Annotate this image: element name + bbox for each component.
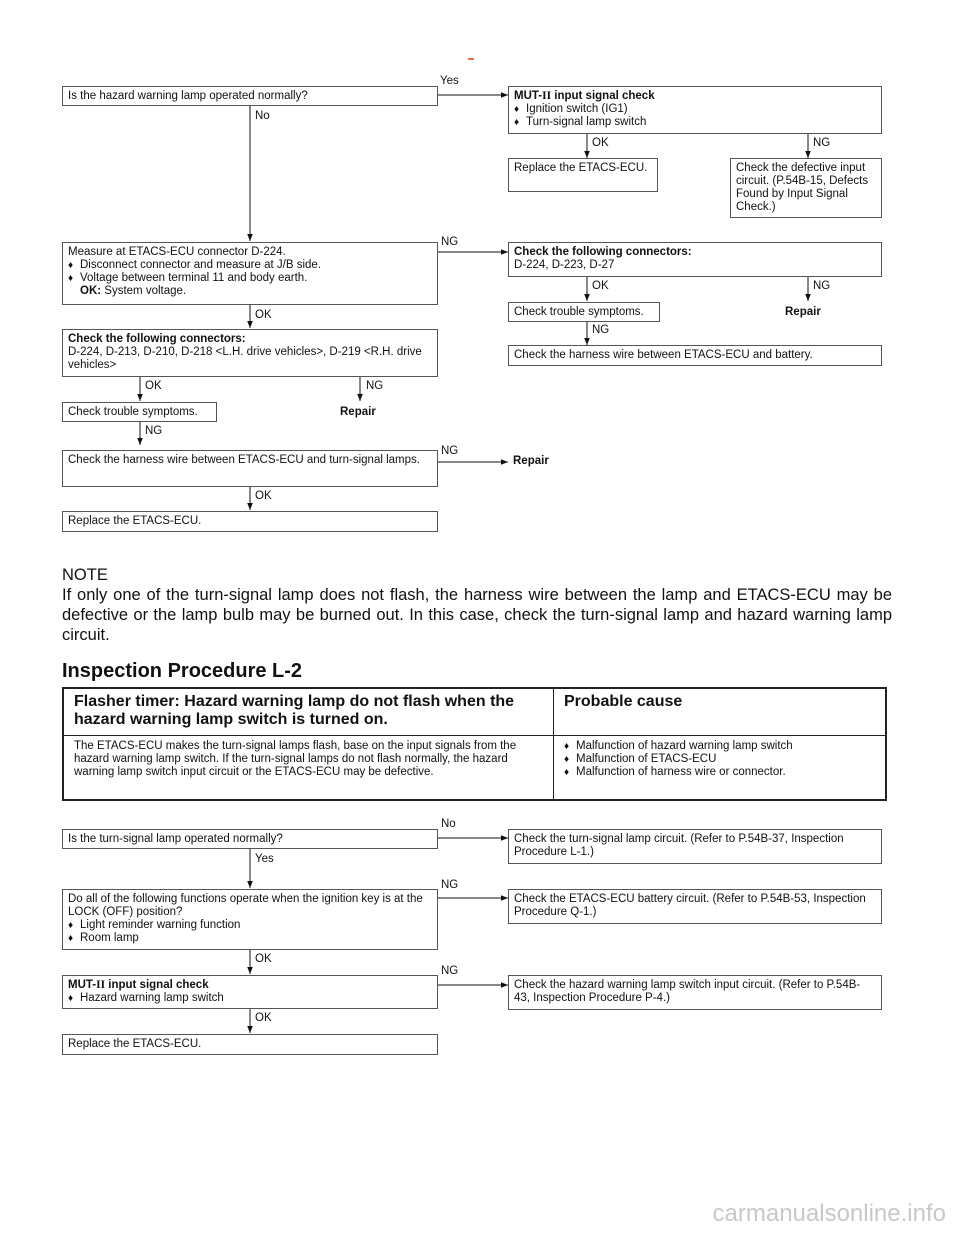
section-title: Inspection Procedure L-2: [62, 660, 303, 682]
label-yes: Yes: [255, 853, 274, 865]
replace-ecu-box: Replace the ETACS-ECU.: [508, 158, 658, 192]
label-ng: NG: [813, 280, 831, 292]
note-block: [62, 565, 892, 645]
note-title: NOTE: [62, 566, 108, 584]
check-connectors-box-1: Check the following connectors: D-224, D-223, D-27: [508, 242, 882, 277]
label-ok: OK: [255, 490, 272, 502]
label-ng: NG: [813, 137, 831, 149]
label-ng: NG: [441, 965, 459, 977]
table-head-symptom: Flasher timer: Hazard warning lamp do not flash when the hazard warning lamp switch is turned on.: [64, 689, 554, 735]
label-ng: NG: [592, 324, 610, 336]
label-ok: OK: [255, 953, 272, 965]
label-ng: NG: [441, 236, 459, 248]
mut-input-check-box: [508, 86, 882, 134]
mut-item: ♦ Ignition switch (IG1): [514, 103, 876, 116]
label-no: No: [255, 110, 270, 122]
check-defective-input-box: Check the defective input circuit. (P.54B-15, Defects Found by Input Signal Check.): [730, 158, 882, 218]
label-ok: OK: [255, 1012, 272, 1024]
repair-label: Repair: [340, 406, 376, 418]
label-ok: OK: [255, 309, 272, 321]
harness-turn-signal-box: Check the harness wire between ETACS-ECU and turn-signal lamps.: [62, 450, 438, 487]
check-trouble-symptoms-2: Check trouble symptoms.: [62, 402, 217, 422]
mut-title: MUT-II input signal check: [514, 90, 655, 102]
label-ng: NG: [145, 425, 163, 437]
battery-circuit-box: Check the ETACS-ECU battery circuit. (Refer to P.54B-53, Inspection Procedure Q-1.): [508, 889, 882, 924]
repair-label: Repair: [785, 306, 821, 318]
inspection-table: [62, 687, 887, 801]
label-ng: NG: [441, 879, 459, 891]
table-body-causes: ♦ Malfunction of hazard warning lamp switch ♦ Malfunction of ETACS-ECU ♦ Malfunction of harness wire or connector.: [554, 736, 885, 799]
label-no: No: [441, 818, 456, 830]
harness-battery-box: Check the harness wire between ETACS-ECU and battery.: [508, 345, 882, 366]
label-ng: NG: [366, 380, 384, 392]
check-connectors-box-2: Check the following connectors: D-224, D-213, D-210, D-218 <L.H. drive vehicles>, D-219 <R.H. drive vehicles>: [62, 329, 438, 377]
q-hazard-lamp-normal: [62, 86, 438, 106]
hazard-switch-circuit-box: Check the hazard warning lamp switch input circuit. (Refer to P.54B-43, Inspection Procedure P-4.): [508, 975, 882, 1010]
check-trouble-symptoms-1: Check trouble symptoms.: [508, 302, 660, 322]
table-head-cause: Probable cause: [564, 693, 683, 710]
label-ok: OK: [592, 137, 609, 149]
q-hazard-lamp-text: Is the hazard warning lamp operated normally?: [68, 90, 308, 102]
replace-ecu-box-3: Replace the ETACS-ECU.: [62, 1034, 438, 1055]
turn-signal-circuit-box: Check the turn-signal lamp circuit. (Refer to P.54B-37, Inspection Procedure L-1.): [508, 829, 882, 864]
table-body-description: The ETACS-ECU makes the turn-signal lamps flash, base on the input signals from the hazard warning lamp switch. If the turn-signal lamps do not flash normally, the hazard warning lamp switch input circuit or the ETACS-ECU may be defective.: [64, 736, 554, 799]
label-ok: OK: [145, 380, 162, 392]
repair-label: Repair: [513, 455, 549, 467]
q-functions-lock-box: Do all of the following functions operate when the ignition key is at the LOCK (OFF) position? ♦ Light reminder warning function ♦ Room lamp: [62, 889, 438, 950]
mut-item: ♦ Turn-signal lamp switch: [514, 116, 876, 129]
measure-connector-box: Measure at ETACS-ECU connector D-224. ♦ Disconnect connector and measure at J/B side. ♦ Voltage between terminal 11 and body earth. OK: System voltage.: [62, 242, 438, 305]
label-ok: OK: [592, 280, 609, 292]
q-turn-signal-normal: Is the turn-signal lamp operated normally?: [62, 829, 438, 849]
replace-ecu-box-2: Replace the ETACS-ECU.: [62, 511, 438, 532]
note-text: If only one of the turn-signal lamp does not flash, the harness wire between the lamp and ETACS-ECU may be defective or the lamp bulb may be burned out. In this case, check the turn-signal lamp and hazard warning lamp circuit.: [62, 586, 892, 644]
watermark: carmanualsonline.info: [712, 1200, 946, 1227]
mut-hazard-switch-box: MUT-II input signal check ♦ Hazard warning lamp switch: [62, 975, 438, 1009]
label-yes: Yes: [440, 75, 459, 87]
label-ng: NG: [441, 445, 459, 457]
